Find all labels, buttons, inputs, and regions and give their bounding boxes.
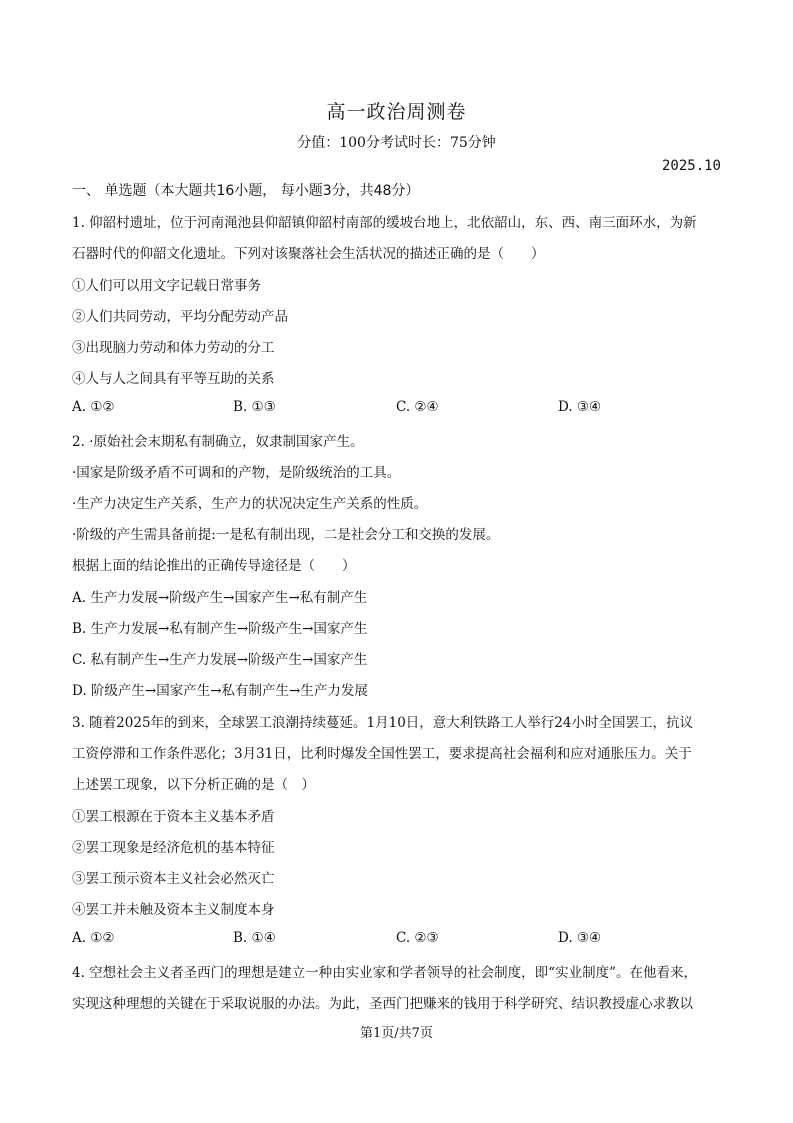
q1-stem-line1: 1. 仰韶村遗址，位于河南渑池县仰韶镇仰韶村南部的缓坡台地上，北依韶山，东、西、南三面环水，为新	[72, 215, 697, 231]
q3-item-4: ④罢工并未触及资本主义制度本身	[72, 902, 275, 918]
q2-line1: 2. ·原始社会末期私有制确立，奴隶制国家产生。	[72, 434, 364, 450]
q3-option-c[interactable]: C. ②③	[396, 930, 439, 946]
q3-stem-line2: 工资停滞和工作条件恶化；3月31日，比利时爆发全国性罢工，要求提高社会福利和应对通胀压力。关于	[72, 746, 692, 762]
q3-stem-line3: 上述罢工现象，以下分析正确的是（ ）	[72, 777, 315, 793]
q1-option-d[interactable]: D. ③④	[558, 399, 602, 415]
q1-item-3: ③出现脑力劳动和体力劳动的分工	[72, 340, 275, 356]
q2-line2: ·国家是阶级矛盾不可调和的产物，是阶级统治的工具。	[72, 465, 401, 481]
q1-item-1: ①人们可以用文字记载日常事务	[72, 278, 261, 294]
q1-stem-line2: 石器时代的仰韶文化遗址。下列对该聚落社会生活状况的描述正确的是（ ）	[72, 246, 545, 262]
q2-option-a[interactable]: A. 生产力发展→阶级产生→国家产生→私有制产生	[72, 590, 368, 606]
section-heading: 一、 单选题（本大题共16小题， 每小题3分，共48分）	[72, 183, 420, 199]
q1-options	[72, 399, 722, 419]
q1-option-a[interactable]: A. ①②	[72, 399, 115, 415]
q4-stem-line2: 实现这种理想的关键在于采取说服的办法。为此，圣西门把赚来的钱用于科学研究、结识教授虚心求教以	[72, 996, 693, 1012]
q3-item-1: ①罢工根源在于资本主义基本矛盾	[72, 809, 275, 825]
exam-date: 2025.10	[661, 158, 721, 174]
q3-options	[72, 930, 722, 950]
page-title: 高一政治周测卷	[326, 101, 467, 123]
q2-option-c[interactable]: C. 私有制产生→生产力发展→阶级产生→国家产生	[72, 652, 368, 668]
q3-option-a[interactable]: A. ①②	[72, 930, 115, 946]
q1-option-b[interactable]: B. ①③	[233, 399, 276, 415]
q3-item-3: ③罢工预示资本主义社会必然灭亡	[72, 871, 275, 887]
q1-option-c[interactable]: C. ②④	[396, 399, 439, 415]
q3-stem-line1: 3. 随着2025年的到来，全球罢工浪潮持续蔓延。1月10日，意大利铁路工人举行24小时全国罢工，抗议	[72, 715, 693, 731]
q1-item-4: ④人与人之间具有平等互助的关系	[72, 371, 275, 387]
q3-item-2: ②罢工现象是经济危机的基本特征	[72, 840, 275, 856]
q3-option-b[interactable]: B. ①④	[233, 930, 276, 946]
q2-option-b[interactable]: B. 生产力发展→私有制产生→阶级产生→国家产生	[72, 621, 368, 637]
q1-item-2: ②人们共同劳动，平均分配劳动产品	[72, 309, 288, 325]
q3-option-d[interactable]: D. ③④	[558, 930, 602, 946]
page-footer: 第1页/共7页	[360, 1026, 433, 1041]
q2-line4: ·阶级的产生需具备前提:一是私有制出现，二是社会分工和交换的发展。	[72, 527, 500, 543]
q2-option-d[interactable]: D. 阶级产生→国家产生→私有制产生→生产力发展	[72, 683, 368, 699]
q2-line3: ·生产力决定生产关系，生产力的状况决定生产关系的性质。	[72, 496, 428, 512]
q4-stem-line1: 4. 空想社会主义者圣西门的理想是建立一种由实业家和学者领导的社会制度，即“实业制度”。在他看来，	[72, 965, 697, 981]
q2-question: 根据上面的结论推出的正确传导途径是（ ）	[72, 558, 356, 574]
score-duration-line: 分值：100分考试时长：75分钟	[297, 135, 496, 151]
